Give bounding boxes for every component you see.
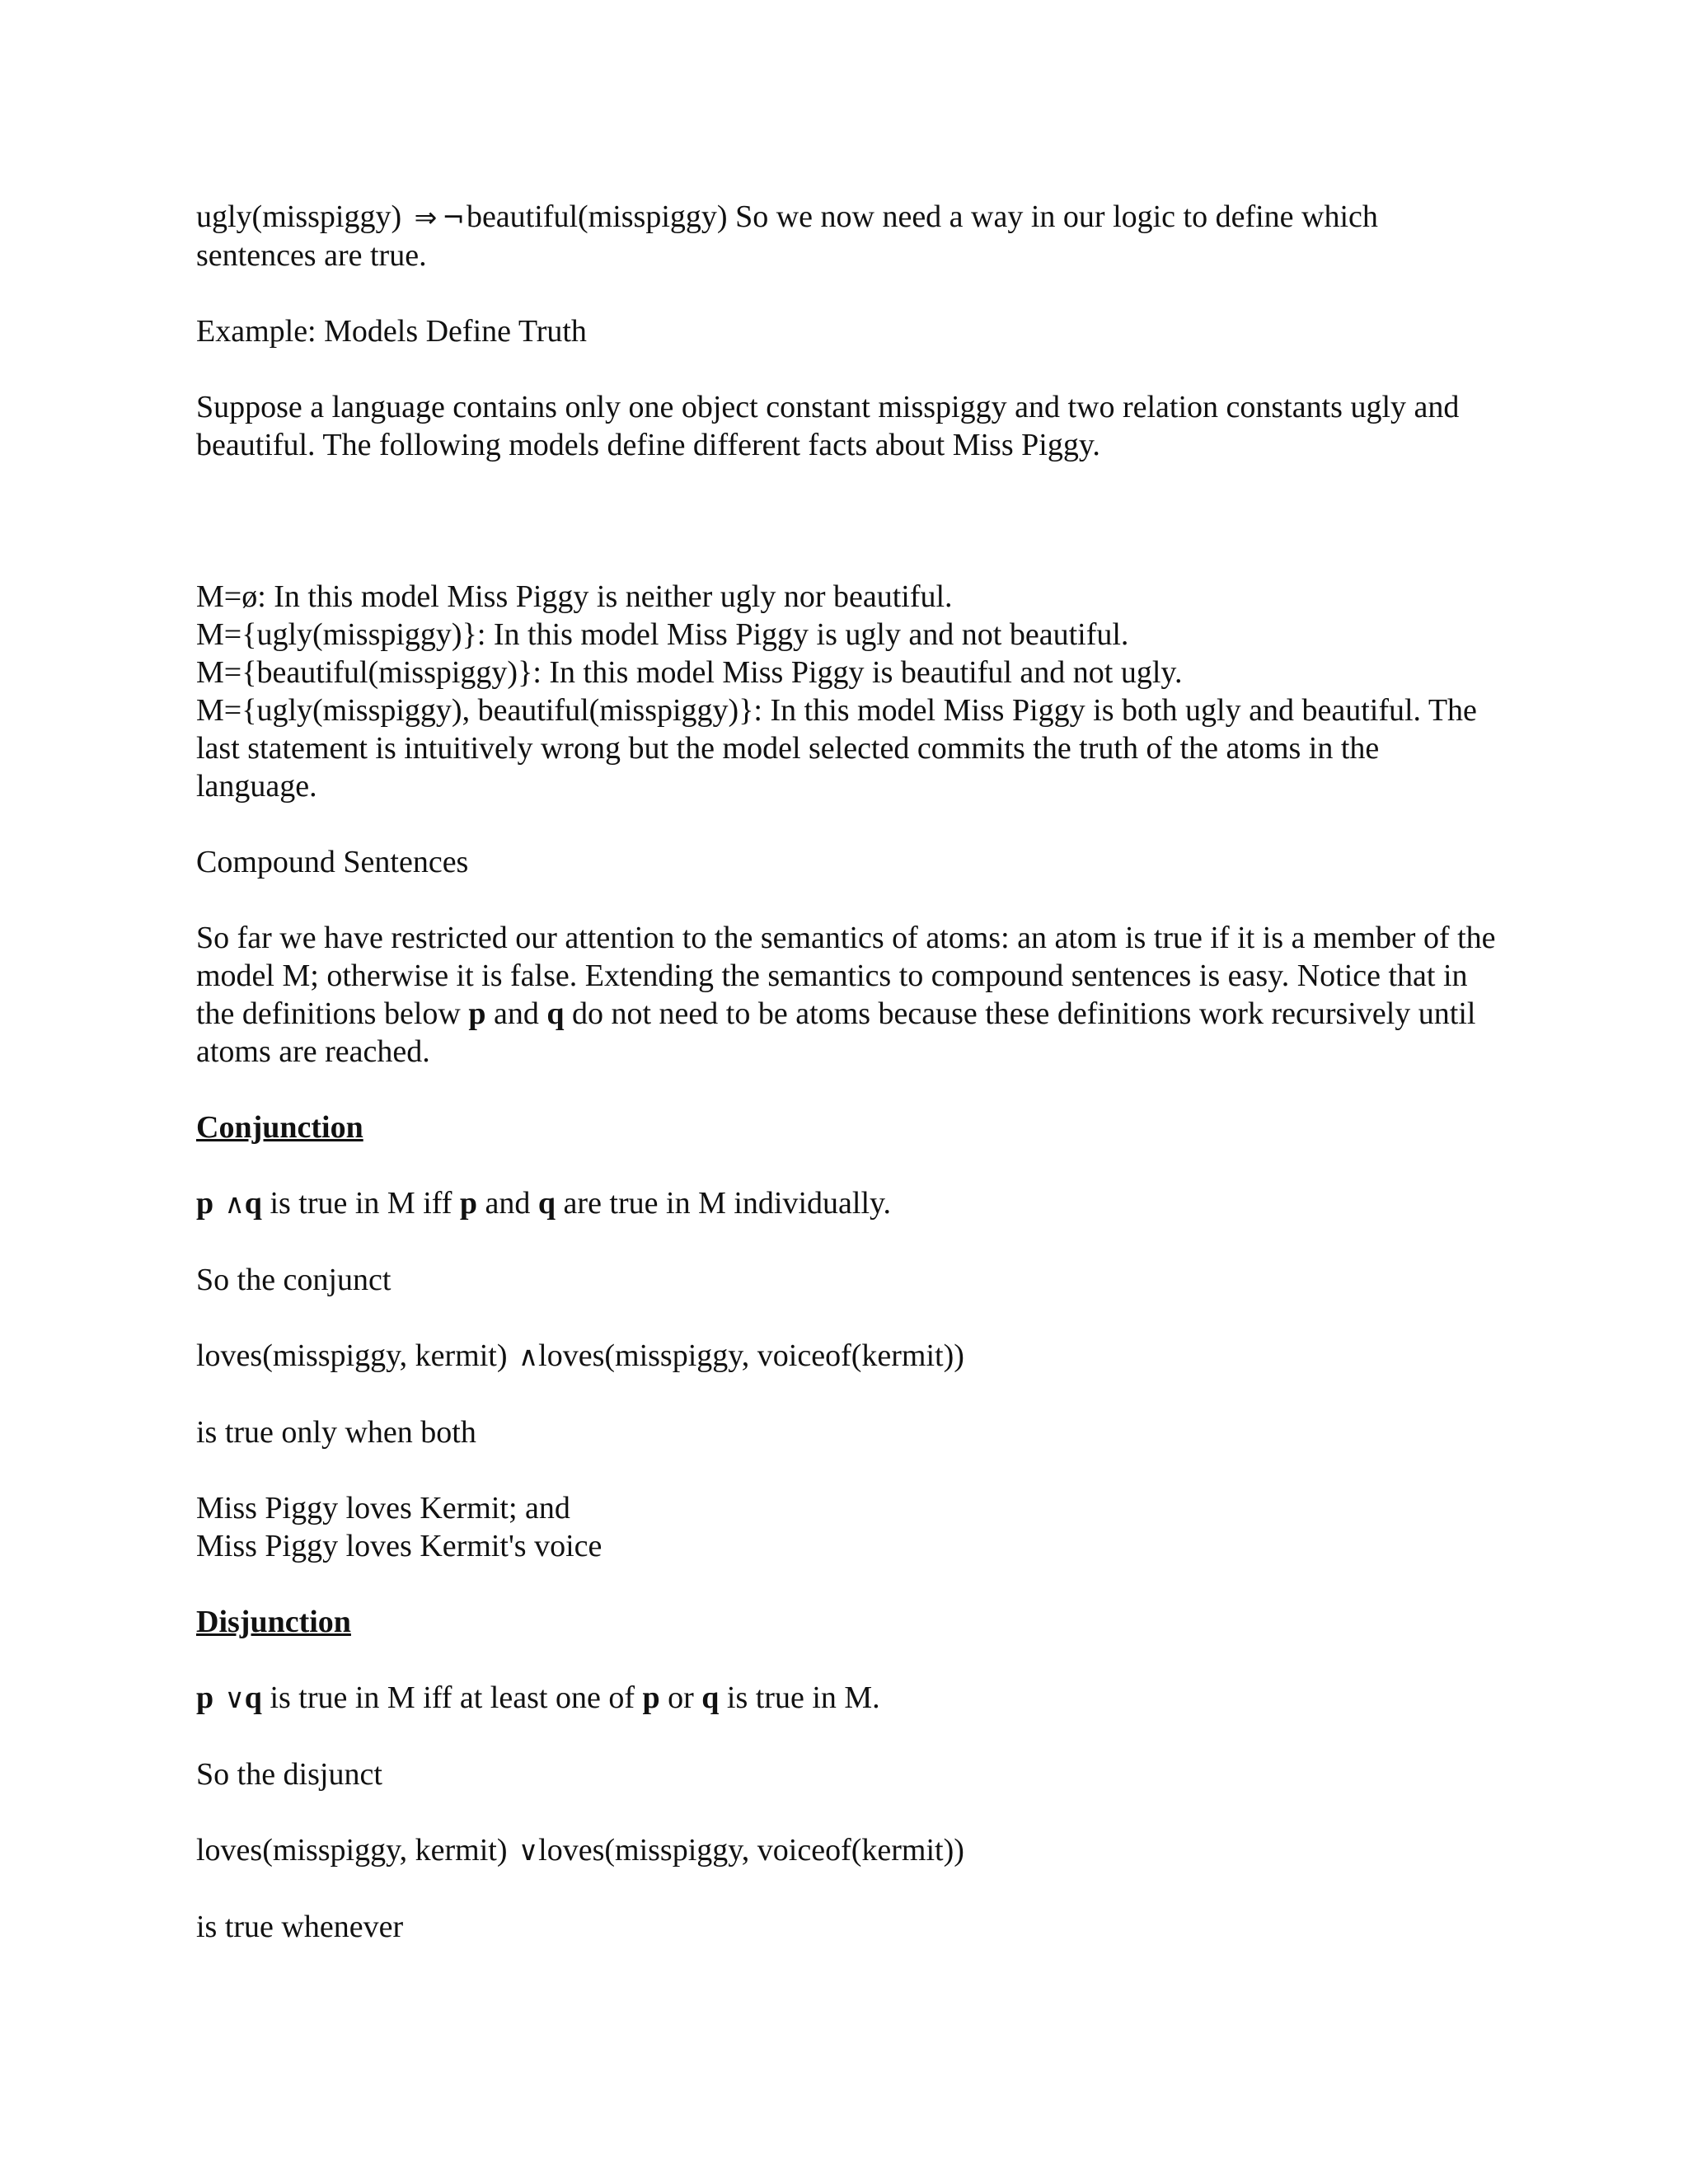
disjunct-intro: So the disjunct	[196, 1757, 382, 1792]
disjunct-formula	[196, 1831, 1498, 1870]
conj-var-q: q	[244, 1186, 262, 1221]
conj-var-p2: p	[459, 1186, 478, 1221]
not-symbol: ¬	[442, 201, 465, 233]
disjunction-heading: Disjunction	[196, 1605, 351, 1639]
conjunct-condition-1: Miss Piggy loves Kermit; and	[196, 1491, 570, 1526]
or-symbol: ∨	[224, 1682, 245, 1714]
model-beautiful: M={beautiful(misspiggy)}: In this model Miss Piggy is beautiful and not ugly.	[196, 655, 1183, 690]
intro-paragraph	[196, 198, 1498, 274]
var-q: q	[546, 996, 565, 1031]
disj-var-q2: q	[701, 1680, 720, 1715]
model-empty: M=ø: In this model Miss Piggy is neither ugly nor beautiful.	[196, 579, 953, 614]
compound-and: and	[485, 996, 547, 1031]
conj-formula-right: loves(misspiggy, voiceof(kermit))	[538, 1338, 964, 1373]
compound-text-2: do not need to be atoms because these definitions work recursively until atoms are reached.	[196, 996, 1476, 1069]
implies-symbol: ⇒	[414, 201, 438, 233]
page-content	[196, 198, 1498, 1984]
intro-text: So we now need a way in our logic to define which sentences are true.	[196, 199, 1378, 273]
conj-def-mid: is true in M iff	[261, 1186, 460, 1221]
disjunction-definition	[196, 1679, 1498, 1718]
conj-var-q2: q	[537, 1186, 556, 1221]
conjunction-heading: Conjunction	[196, 1110, 363, 1145]
and-symbol: ∧	[518, 1340, 539, 1372]
conjunct-formula	[196, 1337, 1498, 1376]
conjunction-definition	[196, 1184, 1498, 1223]
compound-paragraph	[196, 919, 1498, 1071]
conj-def-end: are true in M individually.	[556, 1186, 892, 1221]
model-both: M={ugly(misspiggy), beautiful(misspiggy)}: In this model Miss Piggy is both ugly and beautiful. The last statement is intuitively wrong but the model selected commits the truth of the atoms in the language.	[196, 693, 1477, 804]
intro-formula-right: beautiful(misspiggy)	[466, 199, 728, 234]
conj-and: and	[477, 1186, 538, 1221]
disj-def-mid: is true in M iff at least one of	[261, 1680, 643, 1715]
conjunct-condition-2: Miss Piggy loves Kermit's voice	[196, 1529, 603, 1563]
conj-var-p: p	[196, 1186, 214, 1221]
example-title: Example: Models Define Truth	[196, 314, 587, 349]
disj-var-q: q	[244, 1680, 262, 1715]
conj-formula-left: loves(misspiggy, kermit)	[196, 1338, 508, 1373]
disj-formula-right: loves(misspiggy, voiceof(kermit))	[538, 1833, 964, 1868]
disj-var-p: p	[196, 1680, 214, 1715]
compound-text-1: So far we have restricted our attention to the semantics of atoms: an atom is true if it is a member of the model M; otherwise it is false. Extending the semantics to compound sentences is easy. Notice that in the definitions below	[196, 921, 1496, 1031]
disj-or: or	[659, 1680, 702, 1715]
disjunct-true-when: is true whenever	[196, 1910, 404, 1944]
var-p: p	[468, 996, 486, 1031]
model-ugly: M={ugly(misspiggy)}: In this model Miss Piggy is ugly and not beautiful.	[196, 617, 1129, 652]
disj-var-p2: p	[642, 1680, 660, 1715]
conjunct-true-when: is true only when both	[196, 1415, 476, 1450]
or-symbol: ∨	[518, 1835, 539, 1867]
disj-formula-left: loves(misspiggy, kermit)	[196, 1833, 508, 1868]
conjunct-intro: So the conjunct	[196, 1263, 392, 1297]
intro-formula-left: ugly(misspiggy)	[196, 199, 402, 234]
compound-title: Compound Sentences	[196, 845, 469, 879]
conjunct-conditions	[196, 1489, 1498, 1565]
disj-def-end: is true in M.	[719, 1680, 880, 1715]
example-paragraph: Suppose a language contains only one object constant misspiggy and two relation constants ugly and beautiful. The following models define different facts about Miss Piggy.	[196, 390, 1460, 462]
and-symbol: ∧	[224, 1188, 245, 1220]
models-list	[196, 578, 1498, 805]
